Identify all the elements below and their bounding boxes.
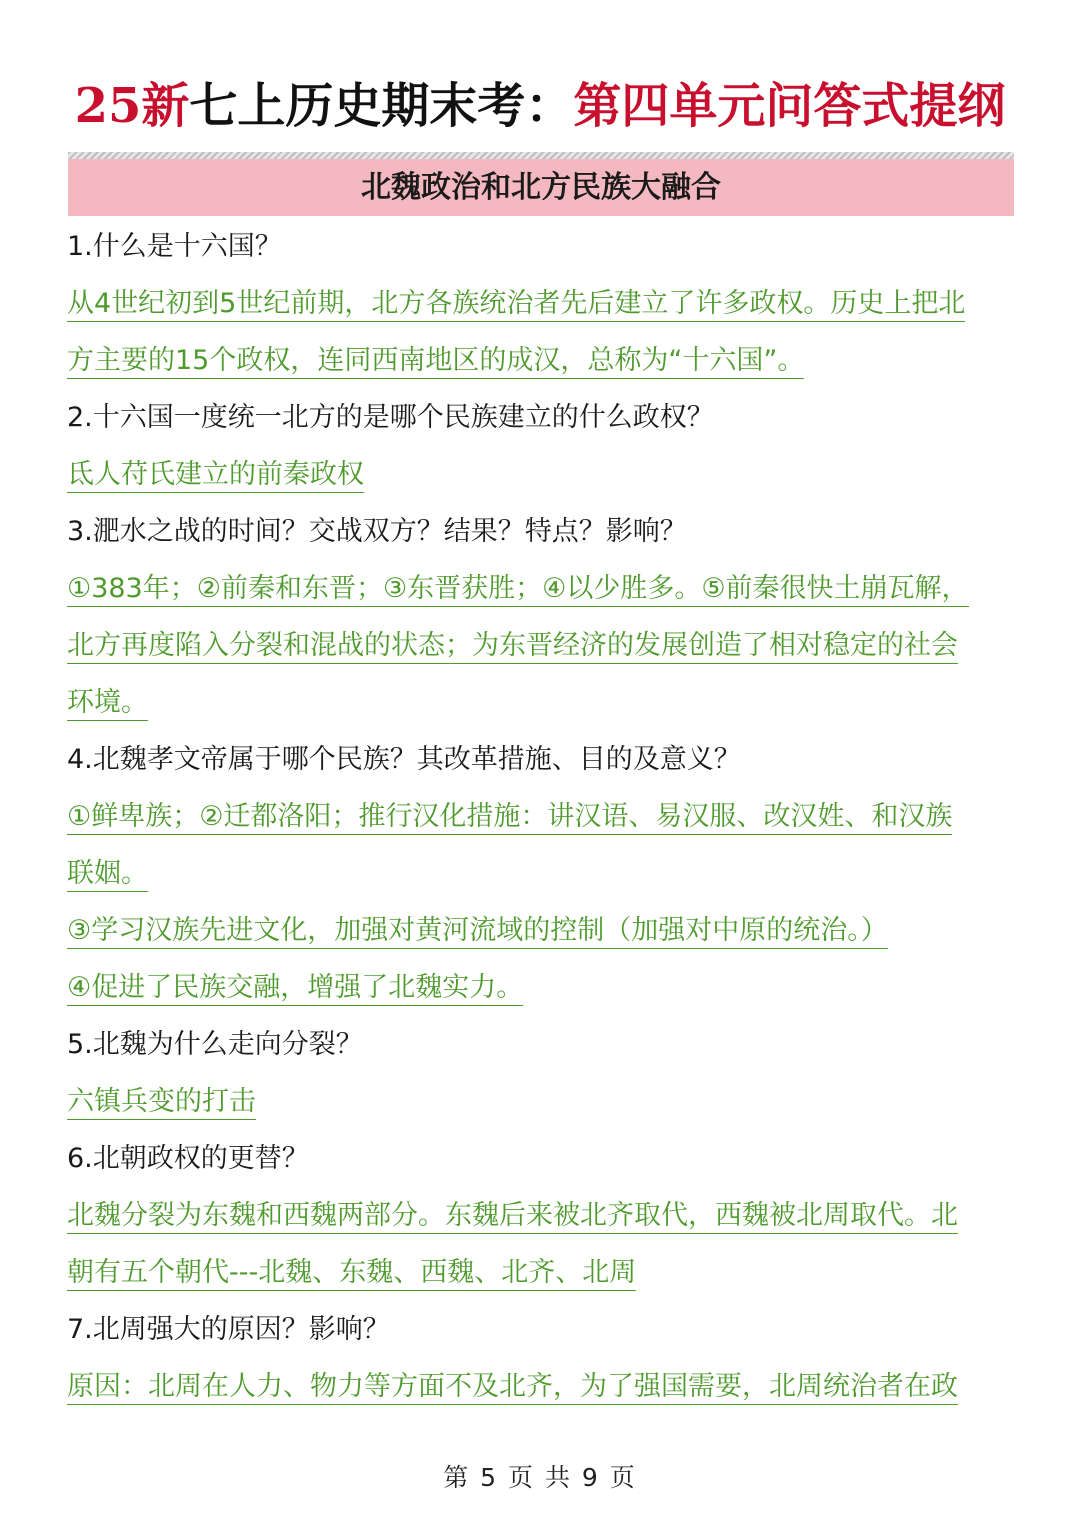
- qa-list: [67, 218, 1015, 1415]
- answer-line: [67, 617, 1015, 674]
- question-line: 3.淝水之战的时间？交战双方？结果？特点？影响？: [67, 516, 687, 547]
- title-subject: 七上历史期末考: [189, 78, 526, 134]
- answer-line: [67, 560, 1015, 617]
- answer-text: 六镇兵变的打击: [67, 1086, 256, 1120]
- page-title: [0, 68, 1080, 144]
- question-line: 5.北魏为什么走向分裂？: [67, 1029, 363, 1060]
- question-line: 1.什么是十六国？: [67, 231, 282, 262]
- answer-text: 环境。: [67, 687, 148, 721]
- answer-text: 北方再度陷入分裂和混战的状态；为东晋经济的发展创造了相对稳定的社会: [67, 630, 958, 664]
- answer-line: [67, 446, 1015, 503]
- answer-line: [67, 1244, 1015, 1301]
- question-line: 2.十六国一度统一北方的是哪个民族建立的什么政权？: [67, 402, 714, 433]
- answer-line: [67, 1358, 1015, 1415]
- question-line: 4.北魏孝文帝属于哪个民族？其改革措施、目的及意义？: [67, 744, 741, 775]
- answer-text: ①383年；②前秦和东晋；③东晋获胜；④以少胜多。⑤前秦很快土崩瓦解，: [67, 573, 969, 607]
- answer-text: 北魏分裂为东魏和西魏两部分。东魏后来被北齐取代，西魏被北周取代。北: [67, 1200, 958, 1234]
- answer-line: [67, 902, 1015, 959]
- answer-text: ③学习汉族先进文化，加强对黄河流域的控制（加强对中原的统治。）: [67, 915, 888, 949]
- answer-line: [67, 959, 1015, 1016]
- answer-text: 从4世纪初到5世纪前期，北方各族统治者先后建立了许多政权。历史上把北: [67, 288, 965, 322]
- answer-line: [67, 332, 1015, 389]
- title-year: 25新: [74, 78, 190, 134]
- answer-text: 朝有五个朝代---北魏、东魏、西魏、北齐、北周: [67, 1257, 636, 1291]
- section-header: [68, 152, 1014, 216]
- answer-line: [67, 674, 1015, 731]
- answer-text: 方主要的15个政权，连同西南地区的成汉，总称为“十六国”。: [67, 345, 804, 379]
- question-line: 7.北周强大的原因？影响？: [67, 1314, 390, 1345]
- answer-text: 原因：北周在人力、物力等方面不及北齐，为了强国需要，北周统治者在政: [67, 1371, 958, 1405]
- answer-text: ④促进了民族交融，增强了北魏实力。: [67, 972, 523, 1006]
- answer-line: [67, 1187, 1015, 1244]
- section-heading: 北魏政治和北方民族大融合: [361, 170, 721, 205]
- title-unit: 第四单元问答式提纲: [573, 78, 1006, 134]
- answer-text: 氐人苻氏建立的前秦政权: [67, 459, 364, 493]
- title-colon: ：: [525, 78, 574, 134]
- answer-line: [67, 788, 1015, 845]
- page-number: 第 5 页 共 9 页: [443, 1463, 637, 1492]
- answer-text: 联姻。: [67, 858, 148, 892]
- answer-line: [67, 275, 1015, 332]
- answer-text: ①鲜卑族；②迁都洛阳；推行汉化措施：讲汉语、易汉服、改汉姓、和汉族: [67, 801, 952, 835]
- question-line: 6.北朝政权的更替？: [67, 1143, 309, 1174]
- answer-line: [67, 845, 1015, 902]
- answer-line: [67, 1073, 1015, 1130]
